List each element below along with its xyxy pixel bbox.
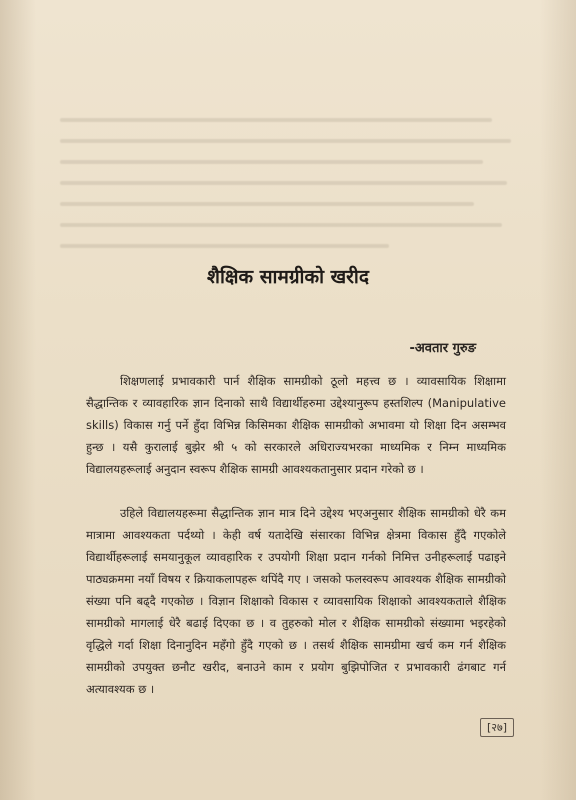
paragraph-1: शिक्षणलाई प्रभावकारी पार्न शैक्षिक सामग्रीको ठूलो महत्त्व छ । व्यावसायिक शिक्षामा सैद्धान्तिक र व्यावहारिक ज्ञान दिनाको साथै विद्यार्थीहरुमा उद्देश्यानुरूप हस्तशिल्प (Manipulative skills) विकास गर्नु पर्ने हुँदा विभिन्न किसिमका शैक्षिक सामग्रीको अभावमा यो शिक्षा दिन असम्भव हुन्छ । यसै कुरालाई बुझेर श्री ५ को सरकारले अधिराज्यभरका माध्यमिक र निम्न माध्यमिक विद्यालयहरूलाई अनुदान स्वरूप शैक्षिक सामग्री आवश्यकतानुसार प्रदान गरेको छ । [86,373,506,476]
paragraph-2: उहिले विद्यालयहरूमा सैद्धान्तिक ज्ञान मात्र दिने उद्देश्य भएअनुसार शैक्षिक सामग्रीको धेरै कम मात्रामा आवश्यकता पर्दथ्यो । केही वर्ष यतादेखि संसारका विभिन्न क्षेत्रमा विकास हुँदै गएकोले विद्यार्थीहरूलाई समयानुकूल व्यावहारिक र उपयोगी शिक्षा प्रदान गर्नको निमित्त उनीहरूलाई पढाइने पाठ्यक्रममा नयाँ विषय र क्रियाकलापहरू थपिंदै गए । जसको फलस्वरूप आवश्यक शैक्षिक सामग्रीको संख्या पनि बढ्दै गएकोछ । विज्ञान शिक्षाको विकास र व्यावसायिक शिक्षाको आवश्यकताले शैक्षिक सामग्रीको मागलाई धेरै बढाई दिएका छ । व तुहरुको मोल र शैक्षिक सामग्रीको संख्यामा भइरहेको वृद्धिले गर्दा शिक्षा दिनानुदिन महँगो हुँदै गएको छ । तसर्थ शैक्षिक सामग्रीमा खर्च कम गर्न शैक्षिक सामग्रीको उपयुक्त छनौट खरीद, बनाउने काम र प्रयोग बुझिपोजित र प्रभावकारी ढंगबाट गर्न अत्यावश्यक छ । [86,505,506,696]
article-author: -अवतार गुरुङ [409,341,476,356]
article-title: शैक्षिक सामग्रीको खरीद [207,266,369,288]
page-number: [२७] [480,718,514,737]
left-page-shadow [0,0,36,800]
right-page-shadow [540,0,576,800]
